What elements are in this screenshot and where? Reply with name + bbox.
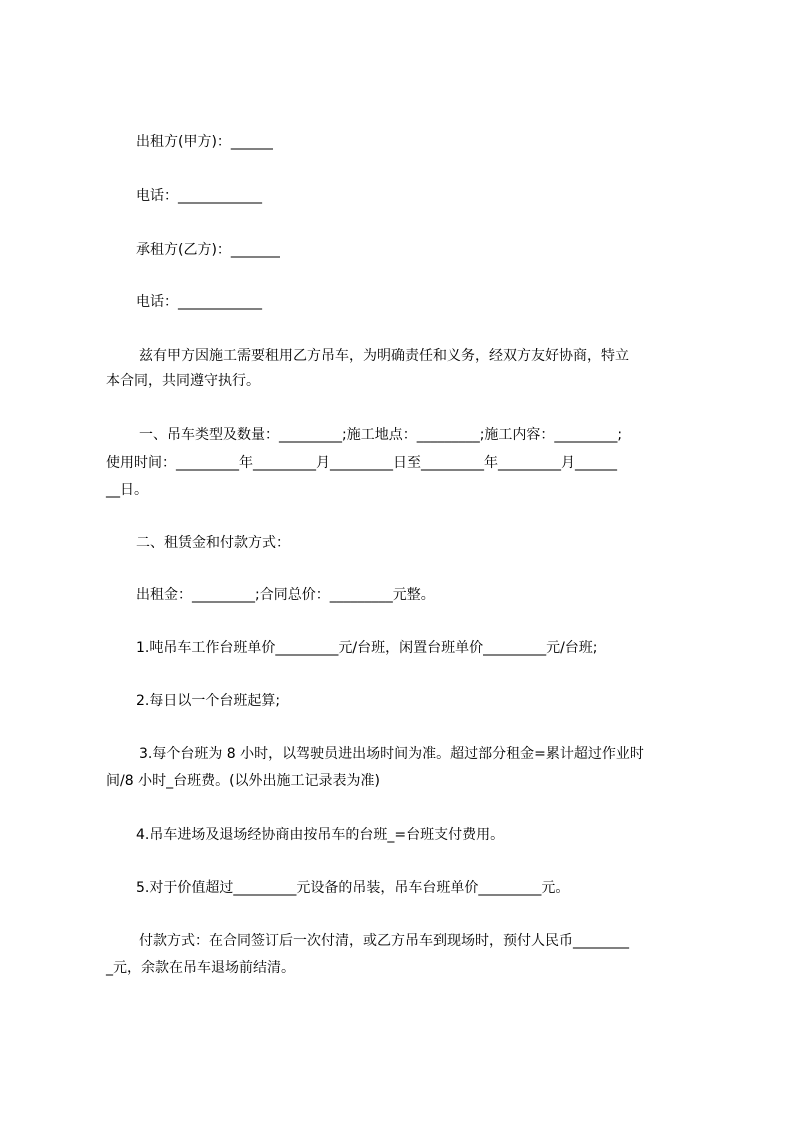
item-1-line: 1.吨吊车工作台班单价_________元/台班，闲置台班单价_________元/台班; xyxy=(136,640,598,656)
preamble-line-1: 兹有甲方因施工需要租用乙方吊车，为明确责任和义务，经双方友好协商，特立 xyxy=(139,348,629,364)
item-3-line-2: 间/8 小时_台班费。(以外出施工记录表为准) xyxy=(106,773,380,789)
section-1-line-3: __日。 xyxy=(106,482,148,498)
lessor-party-line: 出租方(甲方)：______ xyxy=(136,134,273,150)
item-4-line: 4.吊车进场及退场经协商由按吊车的台班_=台班支付费用。 xyxy=(136,827,505,843)
lessee-phone-line: 电话：____________ xyxy=(136,294,262,310)
lessor-phone-line: 电话：____________ xyxy=(136,188,262,204)
section-1-line-1: 一、吊车类型及数量：_________;施工地点：_________;施工内容：_________; xyxy=(139,427,623,443)
rent-total-line: 出租金：_________;合同总价：_________元整。 xyxy=(136,587,435,603)
item-2-line: 2.每日以一个台班起算; xyxy=(136,693,281,709)
section-2-heading: 二、租赁金和付款方式： xyxy=(136,535,290,551)
payment-line-1: 付款方式：在合同签订后一次付清，或乙方吊车到现场时，预付人民币________ xyxy=(139,933,629,949)
lessee-party-line: 承租方(乙方)：_______ xyxy=(136,242,280,258)
item-3-line-1: 3.每个台班为 8 小时，以驾驶员进出场时间为准。超过部分租金=累计超过作业时 xyxy=(139,746,644,762)
section-1-line-2: 使用时间：_________年_________月_________日至_________年_________月______ xyxy=(106,455,617,471)
preamble-line-2: 本合同，共同遵守执行。 xyxy=(106,373,260,389)
item-5-line: 5.对于价值超过_________元设备的吊装，吊车台班单价_________元。 xyxy=(136,880,570,896)
payment-line-2: _元，余款在吊车退场前结清。 xyxy=(106,960,295,976)
